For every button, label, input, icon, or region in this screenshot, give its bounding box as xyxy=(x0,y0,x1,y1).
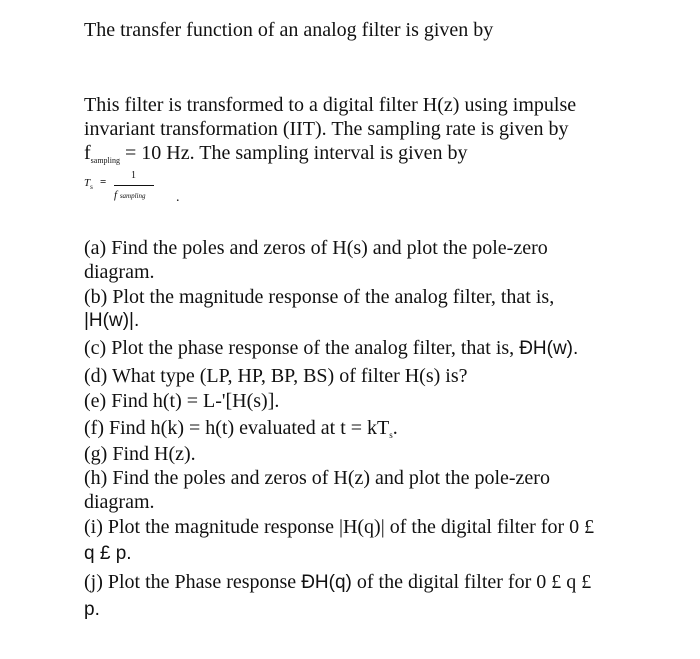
formula-ts: $T_s$ xyxy=(84,177,93,191)
formula-numerator: 1 xyxy=(131,170,136,181)
phase-symbol-digital: ÐH(q) xyxy=(301,572,352,593)
fraction-bar xyxy=(114,185,154,186)
question-h-line-1: (h) Find the poles and zeros of H(z) and plot the pole-zero xyxy=(84,467,550,489)
sampling-interval-formula xyxy=(84,168,194,208)
fs-symbol: f xyxy=(84,142,91,164)
question-h-line-2: diagram. xyxy=(84,491,155,513)
paragraph-line-2: invariant transformation (IIT). The sampling rate is given by xyxy=(84,118,569,140)
question-c-line-1: (c) Plot the phase response of the analog filter, that is, ÐH(w). xyxy=(84,337,579,359)
question-j-line-1: (j) Plot the Phase response ÐH(q) of the digital filter for 0 £ q £ xyxy=(84,571,592,593)
question-g-line-1: (g) Find H(z). xyxy=(84,443,196,465)
question-b-line-1: (b) Plot the magnitude response of the analog filter, that is, xyxy=(84,286,555,308)
formula-period: . xyxy=(176,190,180,205)
question-i-line-1: (i) Plot the magnitude response |H(q)| of the digital filter for 0 £ xyxy=(84,516,595,538)
intro-text: The transfer function of an analog filter is given by xyxy=(84,19,494,41)
question-d-line-1: (d) What type (LP, HP, BP, BS) of filter H(s) is? xyxy=(84,365,468,387)
question-a-line-2: diagram. xyxy=(84,261,155,283)
question-e-line-1: (e) Find h(t) = L-'[H(s)]. xyxy=(84,390,280,412)
formula-denominator: f sampling xyxy=(114,189,146,201)
paragraph-line-1: This filter is transformed to a digital filter H(z) using impulse xyxy=(84,94,577,116)
question-j-line-2: p. xyxy=(84,599,100,620)
formula-equals: = xyxy=(100,176,107,188)
question-b-line-2: |H(w)|. xyxy=(84,310,140,331)
question-a-line-1: (a) Find the poles and zeros of H(s) and plot the pole-zero xyxy=(84,237,548,259)
fs-rest: = 10 Hz. The sampling interval is given by xyxy=(120,142,468,164)
phase-symbol: ÐH(w). xyxy=(519,338,579,359)
question-i-line-2: q £ p. xyxy=(84,543,132,564)
question-f-line-1: (f) Find h(k) = h(t) evaluated at $t = kT_s$. xyxy=(84,417,398,440)
fs-subscript: sampling xyxy=(90,156,121,165)
